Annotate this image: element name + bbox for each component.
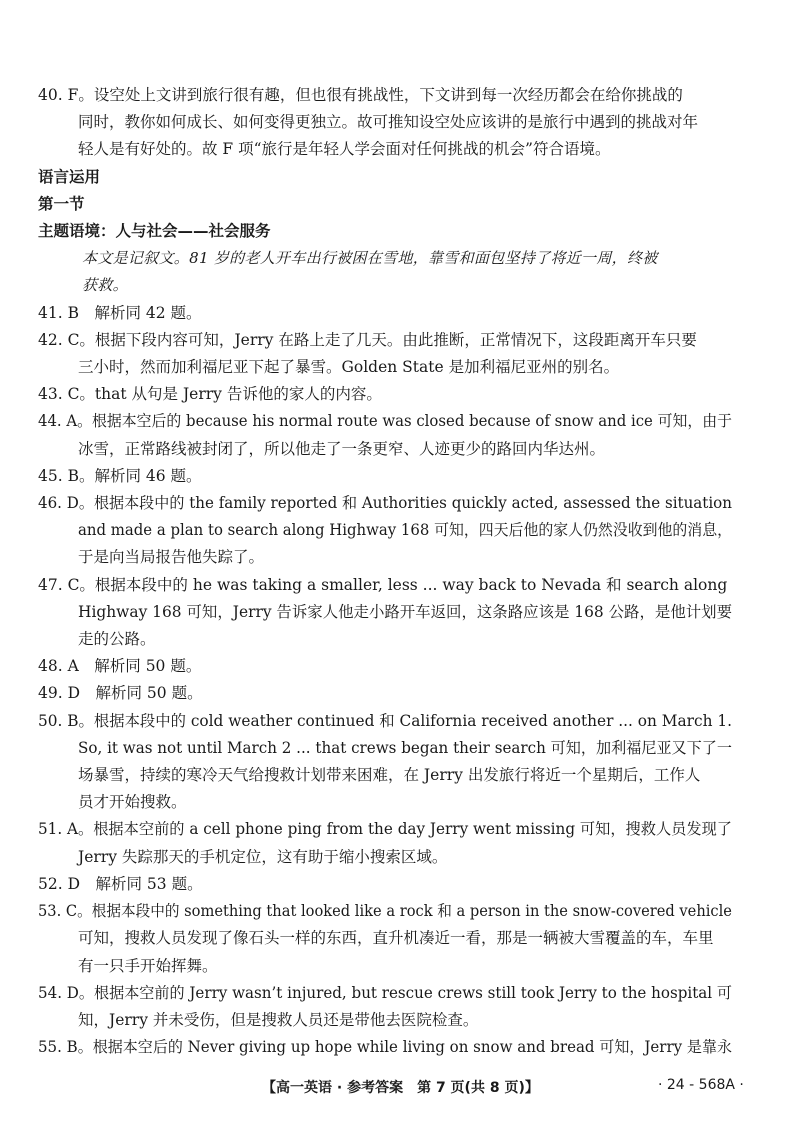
answer-42b: 三小时，然而加利福尼亚下起了暴雪。Golden State 是加利福尼亚州的别名。 — [78, 358, 620, 377]
answer-46b: and made a plan to search along Highway 168 可知，四天后他的家人仍然没收到他的消息， — [78, 521, 733, 540]
page-footer — [0, 1077, 800, 1101]
answer-44a: 44. A。根据本空后的 because his normal route was closed because of snow and ice 可知，由于 — [38, 412, 733, 431]
line-40c: 轻人是有好处的。故 F 项“旅行是年轻人学会面对任何挑战的机会”符合语境。 — [78, 140, 611, 159]
footer-code: · 24 - 568A · — [658, 1077, 744, 1093]
passage-summary-b: 获救。 — [82, 276, 128, 295]
line-40a: 40. F。设空处上文讲到旅行很有趣，但也很有挑战性，下文讲到每一次经历都会在给你挑战的 — [38, 86, 683, 104]
answer-47a: 47. C。根据本段中的 he was taking a smaller, less ... way back to Nevada 和 search along — [38, 575, 728, 594]
answer-50a: 50. B。根据本段中的 cold weather continued 和 California received another ... on March 1. — [38, 711, 732, 730]
answer-50d: 员才开始搜救。 — [78, 793, 187, 812]
answer-49: 49. D 解析同 50 题。 — [38, 684, 203, 703]
answer-41: 41. B 解析同 42 题。 — [38, 303, 202, 322]
footer-title: 【高一英语 · 参考答案 第 7 页(共 8 页)】 — [262, 1080, 539, 1096]
answer-52: 52. D 解析同 53 题。 — [38, 874, 203, 893]
answer-51a: 51. A。根据本空前的 a cell phone ping from the day Jerry went missing 可知，搜救人员发现了 — [38, 820, 733, 839]
answer-47c: 走的公路。 — [78, 630, 156, 649]
answer-53a: 53. C。根据本段中的 something that looked like a rock 和 a person in the snow-covered vehicle — [38, 902, 732, 921]
answer-46c: 于是向当局报告他失踪了。 — [78, 548, 265, 567]
answer-53c: 有一只手开始挥舞。 — [78, 956, 218, 975]
answer-48: 48. A 解析同 50 题。 — [38, 657, 202, 676]
answer-54b: 知，Jerry 并未受伤，但是搜救人员还是带他去医院检查。 — [78, 1010, 479, 1029]
answer-54a: 54. D。根据本空前的 Jerry wasn’t injured, but rescue crews still took Jerry to the hospital 可 — [38, 983, 732, 1002]
theme-context-heading: 主题语境：人与社会——社会服务 — [38, 222, 271, 241]
answer-53b: 可知，搜救人员发现了像石头一样的东西，直升机凑近一看，那是一辆被大雪覆盖的车，车里 — [78, 929, 714, 948]
answer-46a: 46. D。根据本段中的 the family reported 和 Authorities quickly acted, assessed the situation — [38, 494, 732, 513]
section-heading-language-use: 语言运用 — [38, 167, 101, 186]
answer-45: 45. B。解析同 46 题。 — [38, 466, 202, 485]
section-heading-part-one: 第一节 — [38, 194, 85, 213]
answer-44b: 冰雪，正常路线被封闭了，所以他走了一条更窄、人迹更少的路回内华达州。 — [78, 439, 606, 458]
answer-50c: 场暴雪，持续的寒冷天气给搜救计划带来困难，在 Jerry 出发旅行将近一个星期后，工作人 — [78, 766, 701, 785]
passage-summary-a: 本文是记叙文。81 岁的老人开车出行被困在雪地，靠雪和面包坚持了将近一周，终被 — [82, 249, 658, 268]
answer-51b: Jerry 失踪那天的手机定位，这有助于缩小搜索区域。 — [78, 847, 448, 866]
answer-47b: Highway 168 可知，Jerry 告诉家人他走小路开车返回，这条路应该是 168 公路，是他计划要 — [78, 602, 733, 621]
answer-42a: 42. C。根据下段内容可知，Jerry 在路上走了几天。由此推断，正常情况下，这段距离开车只要 — [38, 330, 697, 349]
answer-43: 43. C。that 从句是 Jerry 告诉他的家人的内容。 — [38, 385, 382, 404]
answer-50b: So, it was not until March 2 ... that crews began their search 可知，加利福尼亚又下了一 — [78, 738, 733, 757]
answer-key-page — [38, 82, 732, 1061]
answer-55a: 55. B。根据本空后的 Never giving up hope while living on snow and bread 可知，Jerry 是靠永 — [38, 1038, 733, 1057]
line-40b: 同时，教你如何成长、如何变得更独立。故可推知设空处应该讲的是旅行中遇到的挑战对年 — [78, 113, 699, 132]
